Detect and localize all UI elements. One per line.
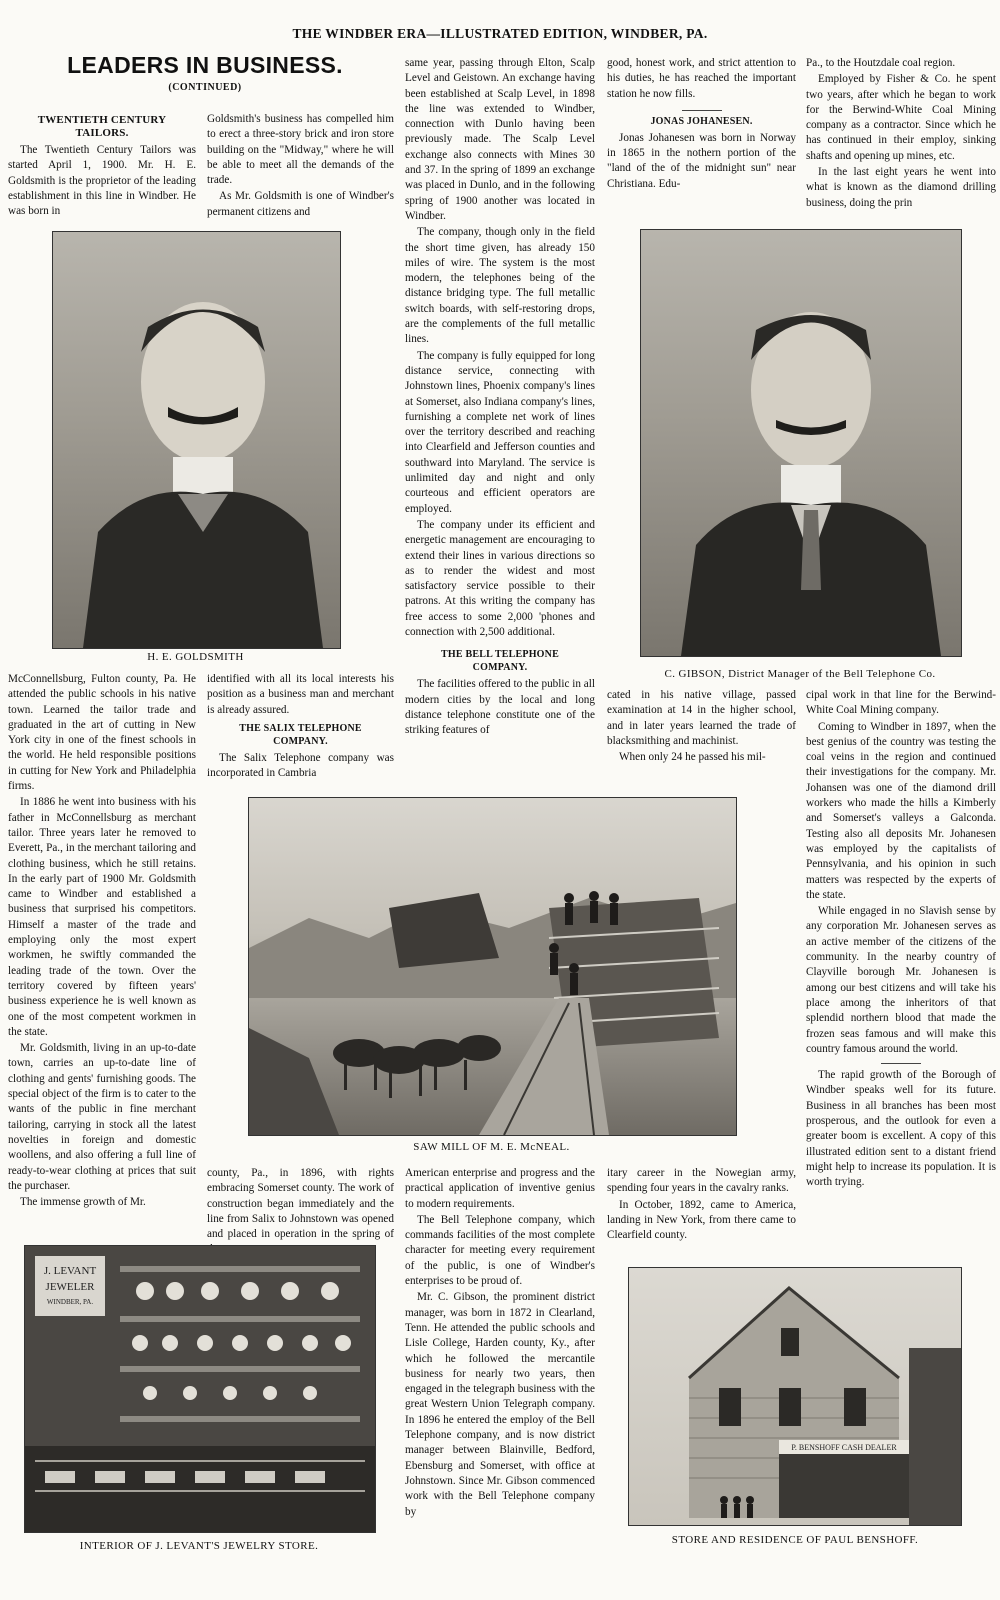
salix-service: The company is fully equipped for long distance service, connecting with Johnstown lines, Phoenix company's lines at Somerset, also Indiana company's lines, furnishing a complete net work of lines over the territory described and reaching into Clearfield and Jefferson counties and southward into Maryland. The service is unlimited day and night and only courteous and efficient operators are employed. bbox=[405, 349, 595, 515]
col5-top bbox=[806, 56, 996, 222]
jonas-military: When only 24 he passed his mil- bbox=[619, 751, 766, 764]
col1-bottom bbox=[8, 672, 196, 1224]
gibson-portrait bbox=[640, 229, 962, 657]
bell-enterprise: American enterprise and progress and the practical application of inventive genius to modern requirements. bbox=[405, 1167, 595, 1210]
jonas-america: In October, 1892, came to America, landing in New York, from there came to Clearfield county. bbox=[607, 1198, 796, 1242]
jonas-education: cated in his native village, passed examination at 14 in the higher school, and in later years learned the trade of blacksmithing and machinist. bbox=[607, 689, 796, 747]
goldsmith-bio-1: McConnellsburg, Fulton county, Pa. He attended the public schools in his native town. Learned the tailor trade and graduated in the art of cutting in New York city in one of the finest schools in the world. He held responsible positions in cutting for New York and Philadelphia firms. bbox=[8, 673, 196, 793]
col4-top bbox=[607, 56, 796, 222]
jonas-drilling: In the last eight years he went into what is known as the diamond drilling business, doing the prin bbox=[806, 166, 996, 209]
jewelry-sign-line1: J. LEVANT bbox=[43, 1265, 97, 1277]
salix-wire: The company, though only in the field the short time given, has already 150 miles of wire. The system is the most modern, the telephones being of the distance bridging type. The full metallic switch boards, with self-restoring drops, are the complements of the full metallic lines. bbox=[405, 226, 595, 346]
divider bbox=[682, 110, 722, 111]
jonas-principal-work: cipal work in that line for the Berwind-White Coal Mining company. bbox=[806, 689, 996, 717]
heading-bell-2: COMPANY. bbox=[472, 662, 528, 674]
bell-company: The Bell Telephone company, which commands facilities of the most complete character for meeting every requirement of the public, is one of Windber's enterprises to be proud of. bbox=[405, 1213, 595, 1288]
col2-mid bbox=[207, 672, 394, 784]
heading-tailors-1: TWENTIETH CENTURY bbox=[37, 114, 167, 126]
goldsmith-bio-4: The immense growth of Mr. bbox=[20, 1196, 146, 1209]
divider bbox=[881, 1063, 921, 1064]
gibson-continued: good, honest work, and strict attention to his duties, he has reached the important station he now fills. bbox=[607, 57, 796, 100]
section-title: LEADERS IN BUSINESS. bbox=[67, 52, 343, 78]
salix-history: same year, passing through Elton, Scalp Level and Geistown. An exchange having been established at Scalp Level, in 1898 the line was extended to Windber, connection with Dunlo having been previously made. The Scalp Level exchange also connects with Mines 30 and 37. In the spring of 1899 an exchange was placed in Dunlo, and in the following spring of 1900 another was located in Windber. bbox=[405, 57, 595, 222]
jewelry-store-photo bbox=[24, 1245, 376, 1533]
heading-salix-2: COMPANY. bbox=[273, 735, 328, 747]
heading-bell-1: THE BELL TELEPHONE bbox=[441, 649, 559, 661]
store-sign-text: P. BENSHOFF CASH DEALER bbox=[791, 1443, 897, 1452]
tailors-intro: The Twentieth Century Tailors was started April 1, 1900. Mr. H. E. Goldsmith is the proprietor of the leading establishment in this line in Windber. He was born in bbox=[8, 144, 196, 218]
heading-jonas: JONAS JOHANESEN. bbox=[650, 115, 753, 127]
goldsmith-bio-2: In 1886 he went into business with his father in McConnellsburg as merchant tailor. Three years later he removed to Everett, Pa., in the merchant tailoring and clothing business, which he still retains. In the early part of 1900 Mr. Goldsmith came to Windber and established a business that surprised his competitors. Himself a master of the trade and employing only the most expert workmen, he swiftly commanded the leading trade of the town. Over the territory covered by fifteen years' business experience he is well known as one of the most competent workmen in the state. bbox=[8, 796, 196, 1038]
col2-bottom bbox=[207, 1166, 394, 1241]
col4-mid bbox=[607, 688, 796, 784]
col3-top bbox=[405, 56, 595, 784]
caption-sawmill: SAW MILL OF M. E. McNEAL. bbox=[413, 1141, 570, 1153]
salix-intro: The Salix Telephone company was incorporated in Cambria bbox=[207, 751, 394, 780]
col5-mid bbox=[806, 688, 996, 1228]
running-head: THE WINDBER ERA—ILLUSTRATED EDITION, WINDBER, PA. bbox=[292, 26, 708, 41]
goldsmith-bio-3: Mr. Goldsmith, living in an up-to-date town, carries an up-to-date line of clothing and gents' furnishing goods. The special object of the firm is to cater to the wants of the public in fine merchant tailoring, carrying in stock all the latest novelties in foreign and domestic woollens, and also offering a full line of ready-to-wear clothing at prices that suit the purchaser. bbox=[8, 1042, 196, 1192]
col4-bottom bbox=[607, 1166, 796, 1242]
jonas-birth: Jonas Johanesen was born in Norway in 1865 in the nothern portion of the "land of the of the midnight sun" near Christiana. Edu- bbox=[607, 131, 796, 190]
bell-facilities: The facilities offered to the public in all modern cities by the local and long distance telephone constitute one of the striking features of bbox=[405, 678, 595, 737]
salix-continued: county, Pa., in 1896, with rights embracing Somerset county. The work of construction began immediately and the line from Salix to Johnstown was opened and placed in operation in the spring of bbox=[207, 1167, 394, 1241]
heading-salix-1: THE SALIX TELEPHONE bbox=[239, 722, 362, 734]
gibson-bio: Mr. C. Gibson, the prominent district manager, was born in 1872 in Clearland, Tenn. He attended the public schools and Lisle College, Harden county, Ky., after which he followed the mercantile business for nearly two years, then engaged in the telegraph business with the great Western Union Telegraph company. In 1896 he entered the employ of the Bell Telephone company, and is now district manager between Blainville, Bedford, Ebensburg and Somerset, with office at Johnstown. Since Mr. Gibson commenced work with the Bell Telephone company by bbox=[405, 1291, 595, 1518]
jonas-citizen: While engaged in no Slavish sense by any corporation Mr. Johanesen serves as an active member of the citizens of the community. In the nearby country of Clayville borough Mr. Johanesen is among our best citizens and will take his place among the inheritors of that splendid northern blood that made the frozen seas famous and will make this country famous around the world. bbox=[806, 905, 996, 1055]
salix-management: The company under its efficient and energetic management are encouraging to extend their lines in various directions so as to render the widest and most satisfactory service possible to their patrons. At this writing the company has free access to some 2,000 'phones and connection with 2,500 additional. bbox=[405, 518, 595, 638]
sawmill-photo bbox=[248, 797, 737, 1136]
caption-jewelry: INTERIOR OF J. LEVANT'S JEWELRY STORE. bbox=[79, 1540, 319, 1552]
jonas-houtzdale: Pa., to the Houtzdale coal region. bbox=[806, 57, 956, 69]
caption-gibson: C. GIBSON, District Manager of the Bell Telephone Co. bbox=[664, 668, 936, 680]
jewelry-sign-line2: JEWELER bbox=[45, 1281, 95, 1293]
col3-bottom bbox=[405, 1166, 595, 1551]
goldsmith-continued: Goldsmith's business has compelled him to erect a three-story brick and iron store building on the "Midway," where he will be able to meet all the demands of the trade. bbox=[207, 113, 394, 187]
col1-top bbox=[8, 110, 196, 222]
goldsmith-permanent: As Mr. Goldsmith is one of Windber's permanent citizens and bbox=[207, 190, 394, 218]
goldsmith-portrait bbox=[52, 231, 341, 649]
benshoff-store-photo bbox=[628, 1267, 962, 1526]
col2-top bbox=[207, 112, 394, 222]
jonas-cavalry: itary career in the Nowegian army, spending four years in the cavalry ranks. bbox=[607, 1167, 796, 1195]
caption-goldsmith: H. E. GOLDSMITH bbox=[147, 651, 244, 663]
windber-growth: The rapid growth of the Borough of Windber speaks well for its future. Business in all branches has been most prosperous, and the outlook for even a greater boom is excellent. A copy of this illustrated edition sent to a distant friend might help to increase its population. It is worth trying. bbox=[806, 1069, 996, 1189]
caption-benshoff: STORE AND RESIDENCE OF PAUL BENSHOFF. bbox=[671, 1534, 919, 1546]
jonas-windber: Coming to Windber in 1897, when the best genius of the country was testing the coal veins in the region and continued their investigations for the company. Mr. Johansen was one of the diamond drill workers who made the hills a Kimberly and Somerset's valleys a Galconda. Testing also all deposits Mr. Johanesen was employed by the capitalists of Pennsylvania, and his opinion in such matters was respected by the experts of the state. bbox=[806, 720, 996, 901]
jonas-employed: Employed by Fisher & Co. he spent two years, after which he began to work for the Berwind-White Coal Mining company as a contractor. Since which he has continued in their employ, sinking shafts and opening up mines, etc. bbox=[806, 73, 996, 162]
goldsmith-assured: identified with all its local interests his position as a business man and merchant is already assured. bbox=[207, 673, 394, 716]
jewelry-sign-line3: WINDBER, PA. bbox=[46, 1298, 94, 1306]
heading-tailors-2: TAILORS. bbox=[75, 127, 129, 139]
continued-label: (CONTINUED) bbox=[168, 82, 242, 93]
